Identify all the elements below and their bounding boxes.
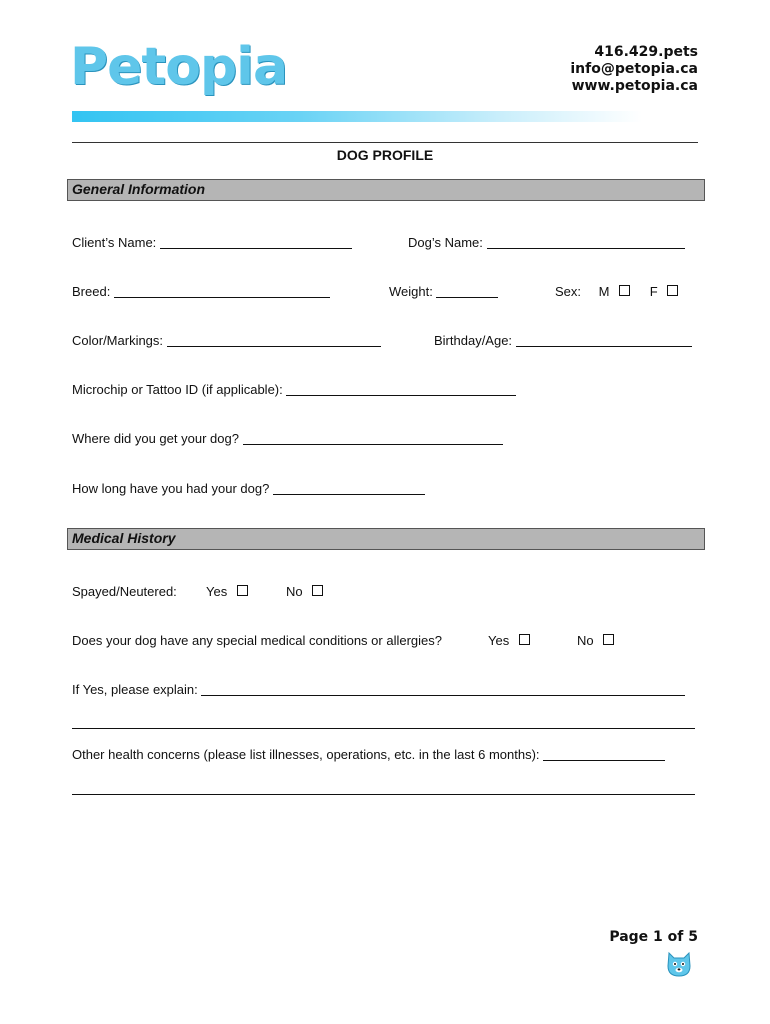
header-gradient-bar: [72, 111, 642, 122]
logo-text: Petopia: [70, 37, 288, 97]
client-name-line[interactable]: [160, 238, 352, 249]
spayed-no-checkbox[interactable]: [312, 585, 323, 596]
how-long-line[interactable]: [273, 484, 425, 495]
if-yes-explain-line[interactable]: [201, 685, 685, 696]
color-markings-field[interactable]: [72, 333, 381, 348]
if-yes-explain-field[interactable]: [72, 682, 685, 697]
birthday-age-label: Birthday/Age:: [434, 333, 513, 348]
microchip-line[interactable]: [286, 385, 516, 396]
spayed-no-label: No: [286, 584, 303, 599]
dog-face-icon: [666, 950, 692, 978]
other-health-continuation-line[interactable]: [72, 794, 695, 795]
where-got-dog-label: Where did you get your dog?: [72, 431, 239, 446]
weight-label: Weight:: [389, 284, 433, 299]
conditions-yes-checkbox[interactable]: [519, 634, 530, 645]
header-rule: [72, 142, 698, 143]
contact-email: info@petopia.ca: [570, 61, 698, 77]
weight-field[interactable]: [389, 284, 498, 299]
sex-label: Sex:: [555, 284, 582, 299]
dog-name-field[interactable]: [408, 235, 685, 250]
spayed-no-option[interactable]: [286, 584, 323, 599]
microchip-label: Microchip or Tattoo ID (if applicable):: [72, 382, 283, 397]
breed-label: Breed:: [72, 284, 111, 299]
sex-m-checkbox[interactable]: [619, 285, 630, 296]
where-got-dog-line[interactable]: [243, 434, 503, 445]
spayed-neutered-label: Spayed/Neutered:: [72, 584, 177, 599]
conditions-yes-label: Yes: [488, 633, 510, 648]
color-markings-line[interactable]: [167, 336, 381, 347]
conditions-yes-option[interactable]: [488, 633, 530, 648]
explain-continuation-line[interactable]: [72, 728, 695, 729]
other-health-concerns-line[interactable]: [543, 750, 665, 761]
spayed-yes-checkbox[interactable]: [237, 585, 248, 596]
spayed-yes-label: Yes: [206, 584, 228, 599]
medical-conditions-label: Does your dog have any special medical conditions or allergies?: [72, 633, 442, 648]
dog-name-label: Dog’s Name:: [408, 235, 483, 250]
sex-f-label: F: [649, 284, 658, 299]
where-got-dog-field[interactable]: [72, 431, 503, 446]
section-medical-history: [67, 528, 705, 550]
how-long-field[interactable]: [72, 481, 425, 496]
petopia-logo: [70, 36, 288, 102]
document-title: DOG PROFILE: [336, 147, 434, 163]
dog-name-line[interactable]: [487, 238, 685, 249]
other-health-concerns-field[interactable]: [72, 747, 665, 762]
other-health-concerns-label: Other health concerns (please list illnesses, operations, etc. in the last 6 months):: [72, 747, 540, 762]
section-title: General Information: [72, 181, 206, 197]
conditions-no-checkbox[interactable]: [603, 634, 614, 645]
section-title: Medical History: [72, 530, 176, 546]
color-markings-label: Color/Markings:: [72, 333, 164, 348]
breed-field[interactable]: [72, 284, 330, 299]
how-long-label: How long have you had your dog?: [72, 481, 270, 496]
medical-conditions-question: [72, 633, 442, 648]
contact-block: [570, 44, 698, 95]
weight-line[interactable]: [436, 287, 498, 298]
breed-line[interactable]: [114, 287, 330, 298]
page-number: Page 1 of 5: [609, 929, 698, 945]
spayed-neutered-field: [72, 584, 177, 599]
spayed-yes-option[interactable]: [206, 584, 248, 599]
section-general-information: [67, 179, 705, 201]
sex-m-label: M: [598, 284, 610, 299]
if-yes-explain-label: If Yes, please explain:: [72, 682, 198, 697]
contact-phone: 416.429.pets: [594, 44, 698, 60]
client-name-field[interactable]: [72, 235, 352, 250]
conditions-no-label: No: [577, 633, 594, 648]
sex-field: [555, 284, 678, 299]
microchip-field[interactable]: [72, 382, 516, 397]
contact-website: www.petopia.ca: [571, 78, 698, 94]
birthday-age-line[interactable]: [516, 336, 692, 347]
sex-f-checkbox[interactable]: [667, 285, 678, 296]
conditions-no-option[interactable]: [577, 633, 614, 648]
client-name-label: Client’s Name:: [72, 235, 157, 250]
birthday-age-field[interactable]: [434, 333, 692, 348]
